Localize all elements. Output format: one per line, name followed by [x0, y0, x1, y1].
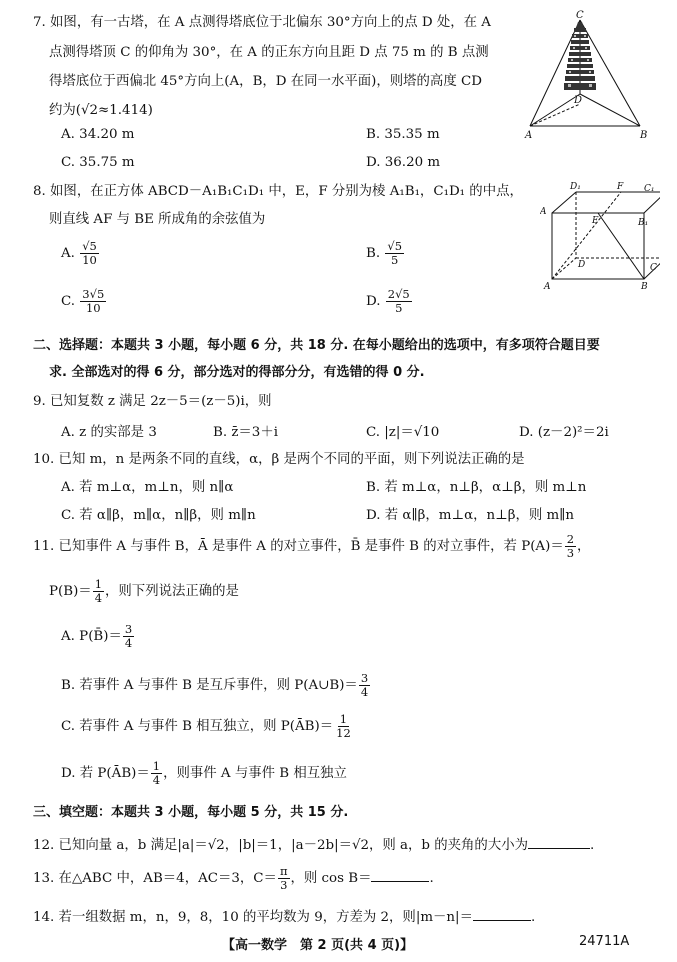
q11-pb-num: 1: [94, 577, 103, 591]
q11-a-pre: A. P(B̄)＝: [61, 629, 122, 644]
q11-d-den: 4: [152, 773, 161, 787]
q11-pb-den: 4: [94, 591, 103, 605]
q8-c-fraction: [80, 288, 106, 315]
q8-c-prefix: C.: [61, 294, 76, 309]
q8-label-a1: A: [540, 207, 547, 217]
q8-label-b1: B₁: [638, 218, 649, 228]
q8-label-c: C: [650, 263, 657, 273]
q12-line: [33, 834, 594, 853]
q8-b-den: 5: [391, 253, 399, 267]
q9-option-b: B. z̄＝3＋i: [213, 425, 278, 440]
q11-stem-comma: ，: [577, 539, 591, 554]
q11-stem: [33, 532, 590, 562]
q11-a-num: 3: [124, 622, 133, 636]
q12-period: .: [590, 838, 595, 853]
q9-stem: 9. 已知复数 z 满足 2z－5＝(z－5)i，则: [33, 394, 272, 409]
q8-d-fraction: [386, 288, 412, 315]
q14-period: .: [530, 910, 536, 925]
q8-b-fraction: [385, 240, 404, 267]
q8-option-c: [61, 288, 107, 315]
q13-pre: 13. 在△ABC 中，AB＝4，AC＝3，C＝: [33, 871, 277, 886]
q7-option-c: C. 35.75 m: [61, 155, 135, 170]
q11-pa-num: 2: [566, 532, 575, 546]
q12-text: 12. 已知向量 a，b 满足|a|＝√2，|b|＝1，|a－2b|＝√2，则 a，b 的夹角的大小为: [33, 838, 528, 853]
q11-option-b: [61, 671, 371, 701]
q8-label-d1: D₁: [570, 182, 581, 192]
q11-pb-post: ，则下列说法正确的是: [105, 584, 239, 599]
q8-d-prefix: D.: [366, 294, 381, 309]
q11-d-post: ，则事件 A 与事件 B 相互独立: [163, 766, 347, 781]
q8-cube-figure: [540, 178, 660, 290]
q8-a-fraction: [80, 240, 99, 267]
q7-label-c: C: [576, 10, 584, 21]
q7-option-b: B. 35.35 m: [366, 127, 440, 142]
q7-line4: 约为(√2≈1.414): [49, 103, 153, 118]
q8-label-a: A: [544, 282, 551, 290]
q8-a-num: √5: [82, 239, 97, 253]
q13-fraction: [278, 865, 290, 892]
q7-option-d: D. 36.20 m: [366, 155, 441, 170]
q11-option-c: [61, 712, 354, 742]
q8-d-num: 2√5: [387, 287, 410, 301]
q8-b-prefix: B.: [366, 246, 381, 261]
q14-text: 14. 若一组数据 m，n，9，8，10 的平均数为 9，方差为 2，则|m－n|＝: [33, 910, 473, 925]
q11-b-pre: B. 若事件 A 与事件 B 是互斥事件，则 P(A∪B)＝: [61, 678, 358, 693]
q9-option-a: A. z 的实部是 3: [61, 425, 157, 440]
q10-option-d: D. 若 α∥β，m⊥α，n⊥β，则 m∥n: [366, 508, 575, 523]
q14-answer-blank[interactable]: [473, 920, 531, 921]
q8-b-num: √5: [387, 239, 403, 253]
q8-option-a: [61, 240, 100, 267]
section2-heading-line1: 二、选择题：本题共 3 小题，每小题 6 分，共 18 分. 在每小题给出的选项中，有多项符合题目要: [33, 338, 600, 353]
q8-line1: 8. 如图，在正方体 ABCD－A₁B₁C₁D₁ 中，E，F 分别为棱 A₁B₁，C₁D₁ 的中点，: [33, 184, 523, 199]
q10-option-c: C. 若 α∥β，m∥α，n∥β，则 m∥n: [61, 508, 256, 523]
q13-line: [33, 864, 434, 894]
q7-label-b: B: [640, 130, 648, 141]
q8-d-den: 5: [395, 301, 403, 315]
q7-line2: 点测得塔顶 C 的仰角为 30°，在 A 的正东方向且距 D 点 75 m 的 B 点测: [49, 45, 489, 60]
page-footer-title: 【高一数学 第 2 页(共 4 页)】: [222, 938, 414, 953]
q11-pb-pre: P(B)＝: [49, 584, 92, 599]
q7-tower-figure: [522, 8, 657, 143]
q11-c-den: 12: [336, 726, 351, 740]
q11-pa-den: 3: [566, 546, 575, 560]
q11-pb-line: [49, 577, 239, 607]
q8-c-num: 3√5: [82, 287, 105, 301]
q9-option-d: D. (z－2)²＝2i: [519, 425, 609, 440]
q12-answer-blank[interactable]: [528, 848, 590, 849]
q8-label-d: D: [578, 260, 586, 270]
q13-den: 3: [280, 878, 288, 892]
q13-answer-blank[interactable]: [371, 881, 429, 882]
q8-label-c1: C₁: [644, 184, 655, 194]
q11-a-den: 4: [124, 636, 133, 650]
q11-stem-text: 11. 已知事件 A 与事件 B，Ā 是事件 A 的对立事件，B̄ 是事件 B 的对立事件，若 P(A)＝: [33, 539, 564, 554]
q11-d-fraction: [151, 760, 162, 787]
q11-pb-fraction: [93, 578, 104, 605]
section3-heading: 三、填空题：本题共 3 小题，每小题 5 分，共 15 分.: [33, 805, 349, 820]
q11-a-fraction: [123, 623, 134, 650]
q11-c-fraction: [334, 713, 353, 740]
q9-option-c: C. |z|＝√10: [366, 425, 440, 440]
q11-c-num: 1: [339, 712, 348, 726]
q10-option-a: A. 若 m⊥α，m⊥n，则 n∥α: [61, 480, 234, 495]
page-footer-code: 24711A: [579, 934, 630, 949]
q7-option-a: A. 34.20 m: [61, 127, 135, 142]
q8-option-d: [366, 288, 413, 315]
q13-num: π: [279, 864, 288, 878]
q7-label-d: D: [574, 95, 583, 106]
q11-b-fraction: [359, 672, 370, 699]
q11-b-den: 4: [360, 685, 369, 699]
q7-label-a: A: [525, 130, 533, 141]
q8-label-f: F: [617, 182, 624, 192]
q10-option-b: B. 若 m⊥α，n⊥β，α⊥β，则 m⊥n: [366, 480, 587, 495]
q11-option-a: [61, 622, 135, 652]
q11-d-num: 1: [152, 759, 161, 773]
q13-period: .: [429, 871, 434, 886]
q8-label-e: E: [592, 216, 599, 226]
q11-c-pre: C. 若事件 A 与事件 B 相互独立，则 P(ĀB)＝: [61, 719, 334, 734]
q11-option-d: [61, 759, 347, 789]
q7-line3: 得塔底位于西偏北 45°方向上(A，B，D 在同一水平面)，则塔的高度 CD: [49, 74, 482, 89]
q10-stem: 10. 已知 m，n 是两条不同的直线，α，β 是两个不同的平面，则下列说法正确的是: [33, 452, 525, 467]
q11-pa-fraction: [565, 533, 576, 560]
q8-a-prefix: A.: [61, 246, 75, 261]
q14-line: [33, 906, 535, 925]
q8-c-den: 10: [85, 301, 101, 315]
q8-a-den: 10: [82, 253, 97, 267]
section2-heading-line2: 求. 全部选对的得 6 分，部分选对的得部分分，有选错的得 0 分.: [49, 365, 425, 380]
q8-option-b: [366, 240, 405, 267]
q8-line2: 则直线 AF 与 BE 所成角的余弦值为: [49, 212, 266, 227]
q7-line1: 7. 如图，有一古塔，在 A 点测得塔底位于北偏东 30°方向上的点 D 处，在 A: [33, 15, 491, 30]
q13-post: ，则 cos B＝: [290, 871, 372, 886]
q11-d-pre: D. 若 P(ĀB)＝: [61, 766, 150, 781]
q11-b-num: 3: [360, 671, 369, 685]
q8-label-b: B: [641, 282, 648, 290]
